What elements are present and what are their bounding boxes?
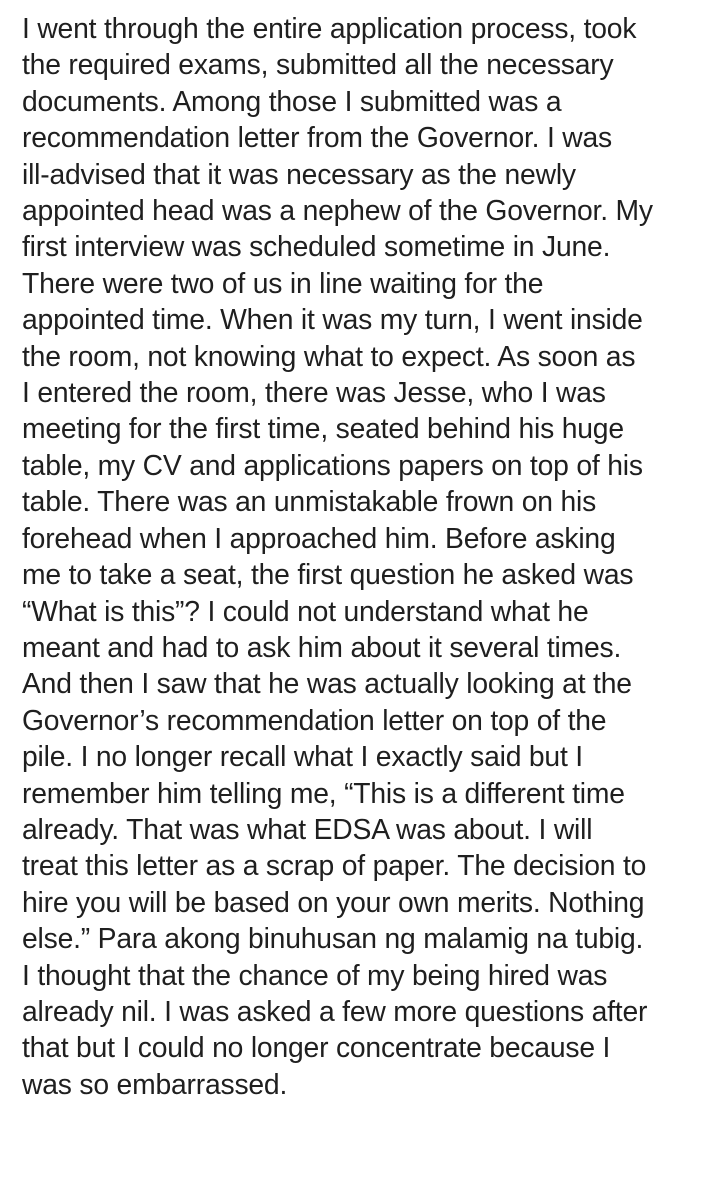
text-line-25: hire you will be based on your own merits. Nothing <box>22 885 645 918</box>
text-line-5: ill-advised that it was necessary as the newly <box>22 157 576 190</box>
text-line-22: remember him telling me, “This is a different time <box>22 776 625 809</box>
text-line-9: appointed time. When it was my turn, I went inside <box>22 303 643 336</box>
body-paragraph <box>22 10 714 1102</box>
text-line-30: was so embarrassed. <box>22 1067 288 1100</box>
text-line-28: already nil. I was asked a few more questions after <box>22 994 648 1027</box>
text-line-13: table, my CV and applications papers on top of his <box>22 448 643 481</box>
text-line-19: And then I saw that he was actually looking at the <box>22 667 632 700</box>
text-line-4: recommendation letter from the Governor. I was <box>22 121 613 154</box>
text-line-10: the room, not knowing what to expect. As soon as <box>22 339 636 372</box>
text-line-12: meeting for the first time, seated behind his huge <box>22 412 624 445</box>
text-line-26: else.” Para akong binuhusan ng malamig na tubig. <box>22 922 644 955</box>
text-line-6: appointed head was a nephew of the Governor. My <box>22 194 653 227</box>
text-line-8: There were two of us in line waiting for the <box>22 266 544 299</box>
text-line-17: “What is this”? I could not understand what he <box>22 594 589 627</box>
text-line-21: pile. I no longer recall what I exactly said but I <box>22 740 583 773</box>
text-line-23: already. That was what EDSA was about. I will <box>22 812 593 845</box>
text-line-3: documents. Among those I submitted was a <box>22 84 562 117</box>
text-line-11: I entered the room, there was Jesse, who I was <box>22 376 606 409</box>
text-line-27: I thought that the chance of my being hired was <box>22 958 608 991</box>
text-line-15: forehead when I approached him. Before asking <box>22 521 616 554</box>
text-line-24: treat this letter as a scrap of paper. The decision to <box>22 849 647 882</box>
text-line-16: me to take a seat, the first question he asked was <box>22 558 634 591</box>
text-line-18: meant and had to ask him about it several times. <box>22 630 622 663</box>
text-line-7: first interview was scheduled sometime in June. <box>22 230 611 263</box>
text-line-29: that but I could no longer concentrate because I <box>22 1031 611 1064</box>
text-line-2: the required exams, submitted all the necessary <box>22 48 614 81</box>
text-line-14: table. There was an unmistakable frown on his <box>22 485 597 518</box>
text-line-1: I went through the entire application process, took <box>22 12 637 44</box>
text-line-20: Governor’s recommendation letter on top of the <box>22 703 607 736</box>
